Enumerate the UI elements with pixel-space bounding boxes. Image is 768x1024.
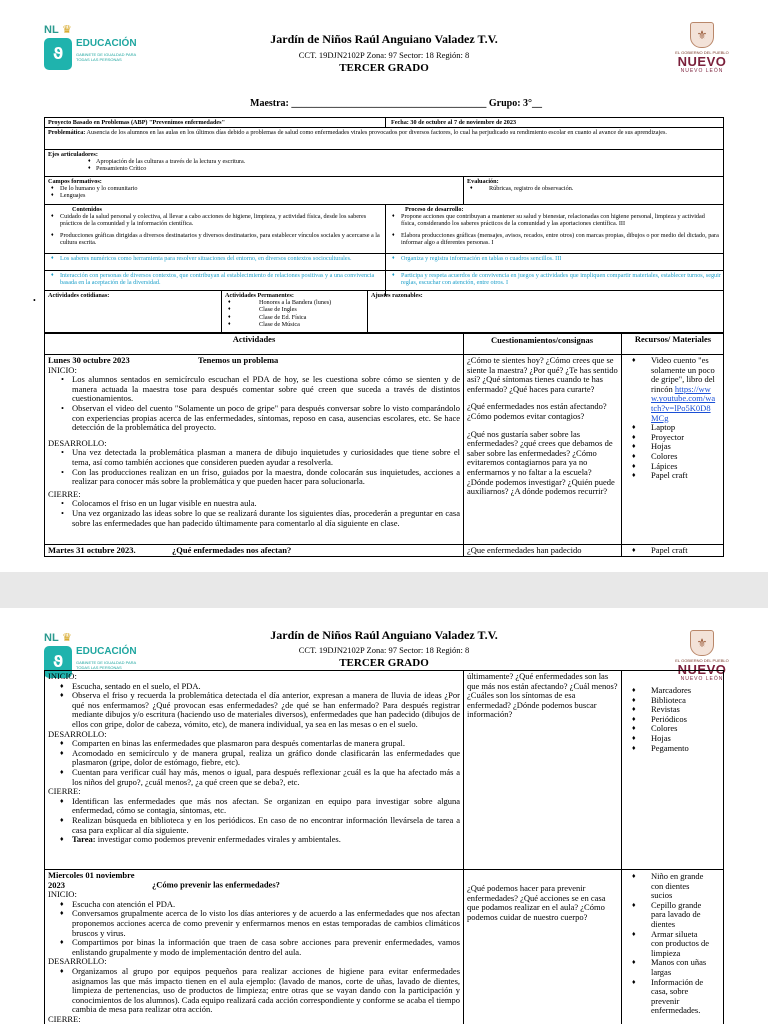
page-2 [0,608,768,1024]
logo-gob: EL GOBIERNO DEL PUEBLO [675,50,729,55]
proceso-cell: Proceso de desarrollo: ♦ Propone acciones que contribuyan a mantener su salud y bienestar, relacionadas con higiene personal, limpieza y actividad física, considerando los saberes prácticos de la comunidad y las aportaciones científica. III ♦ Elabora producciones gráficas (mensajes, avisos, recados, entre otros) con marcas propias, dibujos o por medio del dictado, para informar algo a diferentes personas. I [386,205,724,260]
permanentes-cell: Actividades Permanentes: ♦ Honores a la Bandera (lunes) ♦ Clase de Ingles ♦ Clase de Ed. Física ♦ Clase de Música [222,291,367,333]
head-recursos: Recursos/ Materiales [634,334,712,344]
day3-title: ¿Cómo prevenir las enfermedades? [152,879,280,890]
problematica-cell: Problemática: Ausencia de los alumnos en las aulas en los últimos días debido a problemas de salud como enfermedades virales provocados por diversos factores, lo cual ha perjudicado su rendimiento escolar en cuanto al avance de sus aprendizajes. [48,129,667,136]
crown-icon-2: ♛ [62,631,72,644]
day3-date: Miercoles 01 noviembre 2023 [48,870,135,890]
logo-gob-2: EL GOBIERNO DEL PUEBLO [675,658,729,663]
day2-activities: INICIO: ♦ Escucha, sentado en el suelo, el PDA. ♦ Observa el friso y recuerda la problemática detectada el día anterior, expresan a manera de lluvia de ideas ¿Por qué nos enfermamos? ¿Qué provocan esas enfermedades? ¿de qué se han enfermado? Para después registrar mediante dibujos y/o escritura (haciendo uso de materiales diversos), enfermedades que han padecido (dibujos de ellos con gripe, dolor de cabeza, vómito, etc), de manera individual, ya sea en las mesas o en el suelo. DESARROLLO: ♦ Comparten en binas las enfermedades que plasmaron para después comentarlas de manera grupal. ♦ Acomodado en semicírculo y de manera grupal, realiza un gráfico donde clasificarán las enfermedades que plasmaron (gripe, dolor de estómago, fiebre, etc). ♦ Cuentan para verificar cuál hay más, menos o igual, para después reflexionar ¿cuál es la que ha afectado más a los niños del grupo?, ¿cuál menos?, ¿a qué creen que se deba?, etc. CIERRE: ♦ Identifican las enfermedades que más nos afectan. Se organizan en equipo para investigar sobre alguna enfermedad, cómo se contagia, síntomas, etc. ♦ Realizan búsqueda en biblioteca y en los periódicos. En caso de no encontrar información llevársela de tarea a casa para explicar al día siguiente. ♦ Tarea: investigar como podemos prevenir enfermedades virales y ambientales. [45,671,463,869]
head-actividades: Actividades [232,334,276,344]
day1-questions: ¿Cómo te sientes hoy? ¿Cómo crees que se siente la maestra? ¿Por qué? ¿Te has sentido así? ¿Qué síntomas tienes cuando te has enfermado? ¿Qué haces para curarte? ¿Qué enfermedades nos están afectando? ¿Cómo podemos evitar contagios? ¿Qué nos gustaría saber sobre las enfermedades? ¿qué crees que debamos de saber sobre las enfermedades? ¿Cómo evitaremos contagiarnos para ya no enfermarnos y no faltar a la escuela? ¿Dónde podemos investigar? ¿Quién puede auxiliarnos? ¿A dónde podemos recurrir? [467,355,618,497]
activities-table-p1 [44,333,724,557]
school-name-2: Jardín de Niños Raúl Anguiano Valadez T.V. [270,628,498,642]
fecha-cell: Fecha: 30 de octubre al 7 de noviembre de 2023 [391,119,517,126]
state-seal-icon: ⚜ [690,22,714,48]
campos-cell: Campos formativos: ♦ De lo humano y lo comunitario ♦ Lenguajes [45,177,463,205]
proyecto-cell: Proyecto Basado en Problemas (ABP) "Prevenimos enfermedades" [48,119,225,126]
crown-icon: ♛ [62,23,72,36]
day2-question-start: ¿Que enfermedades han padecido [467,545,582,555]
day3-resources: ♦ Niño en grande con dientes sucios ♦ Cepillo grande para lavado de dientes ♦ Armar silueta con productos de limpieza ♦ Manos con uñas largas ♦ Información de casa, sobre prevenir enfermedades. [622,871,724,1024]
grade-title-2: TERCER GRADO [339,657,429,669]
head-cuestionamientos: Cuestionamientos/consignas [490,335,593,345]
school-cct-2: CCT. 19DJN2102P Zona: 97 Sector: 18 Región: 8 [298,645,470,655]
contenido-interaccion-cell: ♦ Interacción con personas de diversos contextos, que contribuyan al establecimiento de relaciones positivas y a una convivencia basada en la aceptación de la diversidad. [45,271,385,291]
grade-title: TERCER GRADO [339,62,429,74]
school-name: Jardín de Niños Raúl Anguiano Valadez T.V. [270,32,498,46]
planning-box [44,117,724,333]
contenidos-cell: Contenidos ♦ Cuidado de la salud personal y colectiva, al llevar a cabo acciones de higiene, limpieza, y actividad física, desde los saberes prácticos de la comunidad y la información científica. ♦ Producciones gráficas dirigidas a diversos destinatarios y diversos destinatarios, para establecer vínculos sociales y acercarse a la cultura escrita. [45,205,385,260]
day1-date: Lunes 30 octubre 2023 [48,355,130,365]
shield-logo-icon-2: ϑ [44,646,72,678]
day2-questions: últimamente? ¿Qué enfermedades son las que más nos están afectando? ¿Cuál menos? ¿Cuáles son los síntomas de esa enfermedad? ¿Dónde podemos buscar información? [467,671,618,720]
logo-subtitle-2: GABINETE DE IGUALDAD PARA TODAS LAS PERSONAS [76,660,136,670]
logo-nuevo: NUEVO [677,54,727,69]
day3-questions: ¿Qué podemos hacer para prevenir enfermedades? ¿Qué acciones se en casa que podamos realizar en el aula? ¿Cómo podemos cuidar de nuestro cuerpo? [467,883,606,922]
video-link[interactable]: https://www.youtube.com/watch?v=lPo5K0D8MCg [651,383,716,423]
logo-word: EDUCACIÓN [76,38,137,49]
proceso-participa-cell: ♦ Participa y respeta acuerdos de convivencia en juegos y actividades que impliquen compartir materiales, establecer turnos, seguir reglas, escuchar con atención, entre otros. I [386,271,724,291]
day3-activities: Miercoles 01 noviembre 2023 ¿Cómo prevenir las enfermedades? INICIO: ♦ Escucha con atención el PDA. ♦ Conversamos grupalmente acerca de lo visto los días anteriores y de acuerdo a las enfermedades que nos afectan proponemos acciones acerca de como prevenir y enfermarnos menos en estas temporadas de cambios climáticos bruscos y virus. ♦ Compartimos por binas la información que traen de casa sobre acciones para prevenir enfermedades, vamos enlistando grupalmente y modo de implementación dentro del aula. DESARROLLO: ♦ Organizamos al grupo por equipos pequeños para realizar acciones de higiene para evitar enfermedades asignamos las que más impacto tienen en el aula ejemplo: (lavado de manos, corte de uñas, lavado de dientes, limpieza de pertenencias, uso de productos de limpieza; entre otras que se vayan dando con la participación y conocimientos de los alumnos). Cada equipo realizará cada acción correspondiente y conforme se acaba el tiempo cambia de mesa para realizar otra acción. CIERRE: [45,870,463,1024]
logo-word-2: EDUCACIÓN [76,646,137,657]
maestro-line: Maestra: _______________________________________ Grupo: 3°__ [250,98,543,109]
activities-table-p2 [44,670,724,1024]
nl-mark: NL [44,24,59,36]
day1-activities: Lunes 30 octubre 2023 Tenemos un problema INICIO: • Los alumnos sentados en semicírculo escuchan el PDA de hoy, se les cuestiona sobre cómo se sienten y de manera actuada la maestra tose para después comentar sobre qué creen que suceda a través de distintos cuestionamientos. • Observan el video del cuento "Solamente un poco de gripe" para después conversar sobre lo visto comparándolo con experiencias propias acerca de las enfermedades, síntomas, reposo en casa, ausencias escolares, etc. Se hace detección de la problemática del proyecto. DESARROLLO: • Una vez detectada la problemática plasman a manera de dibujo inquietudes y curiosidades que tiene sobre el tema, así como también acciones que consideren pueden ayudar a resolverla. • Con las producciones realizan en un friso, guiados por la maestra, donde colocarán sus inquietudes, acciones a realizar para conocer más sobre la problemática y que pueden hacer para solucionarla. CIERRE: • Colocamos el friso en un lugar visible en nuestra aula. • Una vez organizado las ideas sobre lo que se realizará durante los siguientes días, procederán a preguntar en casa sobre las enfermedades que han padecido últimamente para comentarlo al día siguiente en clase. [45,355,463,544]
stray-bullet: • [33,296,36,305]
ajustes-cell: Ajustes razonables: [371,292,423,299]
shield-logo-icon: ϑ [44,38,72,70]
logo-subtitle: GABINETE DE IGUALDAD PARA TODAS LAS PERSONAS [76,52,136,62]
cotidianas-cell: Actividades cotidianas: [48,292,110,299]
evaluacion-cell: Evaluación: ♦ Rúbricas, registro de observación. [464,177,724,205]
day1-resources: ♦ Video cuento "es solamente un poco de gripe", libro del rincón https://www.youtube.com/watch?v=lPo5K0D8MCg ♦ Laptop ♦ Proyector ♦ Hojas ♦ Colores ♦ Lápices ♦ Papel craft [622,355,724,544]
logo-leon: NUEVO LEÓN [680,68,724,74]
proceso-organiza-cell: ♦ Organiza y registra información en tablas o cuadros sencillos. III [386,254,724,271]
day2-resources: ♦ Marcadores ♦ Biblioteca ♦ Revistas ♦ Periódicos ♦ Colores ♦ Hojas ♦ Pegamento [622,685,724,869]
day2-heading: Martes 31 octubre 2023. ¿Qué enfermedades nos afectan? [48,545,292,555]
contenido-numerico-cell: ♦ Los saberes numéricos como herramienta para resolver situaciones del entorno, en diversos contextos socioculturales. [45,254,385,271]
day2-resource-start: ♦ Papel craft [622,545,724,557]
ejes-cell: Ejes articuladores: ♦ Apropiación de las culturas a través de la lectura y escritura. ♦ Pensamiento Crítico [45,150,724,176]
page-gap [0,572,768,608]
state-seal-icon-2: ⚜ [690,630,714,656]
logo-nuevo-2: NUEVO [677,662,727,677]
logo-leon-2: NUEVO LEÓN [680,676,724,682]
school-cct: CCT. 19DJN2102P Zona: 97 Sector: 18 Región: 8 [298,50,470,60]
nl-mark-2: NL [44,632,59,644]
day1-title: Tenemos un problema [198,355,279,365]
